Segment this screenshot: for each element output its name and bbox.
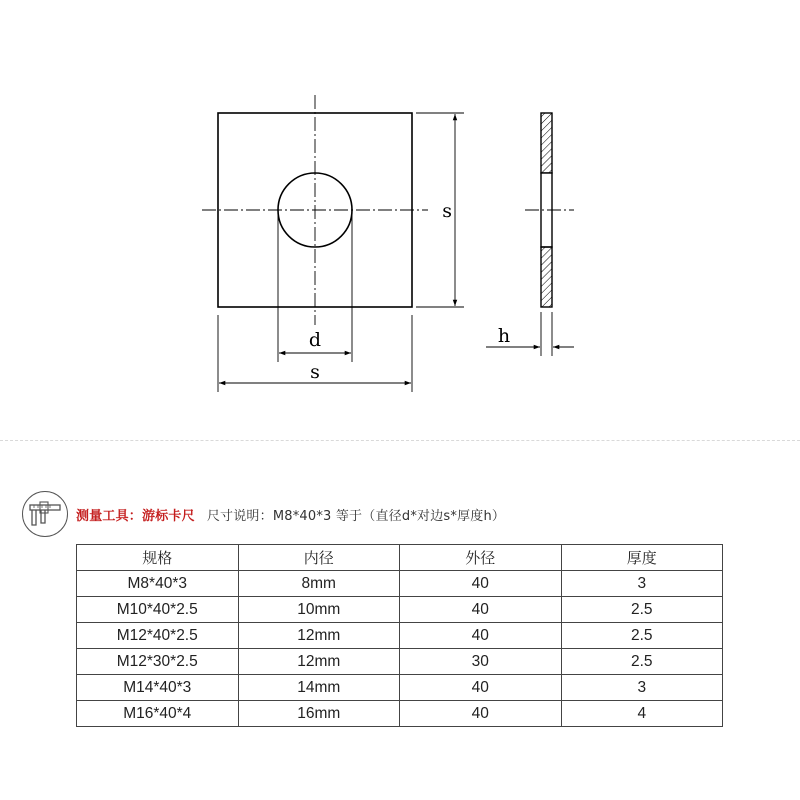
cell-thickness: 2.5 [561, 649, 723, 675]
cell-inner-diameter: 10mm [238, 597, 400, 623]
section-divider [0, 440, 800, 441]
cell-outer-size: 40 [400, 597, 562, 623]
measuring-tool-name: 游标卡尺 [142, 508, 195, 524]
side-section-top [541, 113, 552, 173]
cell-thickness: 2.5 [561, 623, 723, 649]
cell-spec: M16*40*4 [77, 701, 239, 727]
table-row [77, 649, 723, 675]
measuring-tool-row [22, 490, 505, 538]
cell-outer-size: 40 [400, 571, 562, 597]
cell-spec: M8*40*3 [77, 571, 239, 597]
spec-table [76, 544, 723, 727]
cell-outer-size: 40 [400, 701, 562, 727]
cell-inner-diameter: 16mm [238, 701, 400, 727]
cell-thickness: 2.5 [561, 597, 723, 623]
table-row [77, 675, 723, 701]
dimension-label-s-right: s [442, 200, 452, 222]
cell-outer-size: 40 [400, 675, 562, 701]
cell-spec: M14*40*3 [77, 675, 239, 701]
header-inner-diameter: 内径 [238, 545, 400, 571]
table-row [77, 571, 723, 597]
dimension-label-h: h [497, 325, 511, 347]
dimension-label-d: d [308, 329, 322, 351]
table-row [77, 597, 723, 623]
cell-spec: M10*40*2.5 [77, 597, 239, 623]
cell-outer-size: 30 [400, 649, 562, 675]
side-section-bottom [541, 247, 552, 307]
cell-thickness: 3 [561, 571, 723, 597]
measuring-tool-label: 测量工具： [76, 508, 143, 524]
cell-thickness: 3 [561, 675, 723, 701]
dimension-note: 尺寸说明：M8*40*3 等于（直径d*对边s*厚度h） [206, 508, 506, 524]
header-thickness: 厚度 [561, 545, 723, 571]
cell-inner-diameter: 12mm [238, 623, 400, 649]
table-row [77, 623, 723, 649]
cell-inner-diameter: 8mm [238, 571, 400, 597]
table-header-row [77, 545, 723, 571]
cell-thickness: 4 [561, 701, 723, 727]
side-view [525, 113, 574, 307]
cell-spec: M12*40*2.5 [77, 623, 239, 649]
table-row [77, 701, 723, 727]
cell-inner-diameter: 14mm [238, 675, 400, 701]
cell-spec: M12*30*2.5 [77, 649, 239, 675]
caliper-icon [22, 491, 68, 537]
header-spec: 规格 [77, 545, 239, 571]
front-view [202, 95, 428, 325]
cell-outer-size: 40 [400, 623, 562, 649]
header-outer-size: 外径 [400, 545, 562, 571]
cell-inner-diameter: 12mm [238, 649, 400, 675]
dimension-label-s-bottom: s [310, 361, 320, 383]
measuring-tool-text [76, 505, 505, 524]
